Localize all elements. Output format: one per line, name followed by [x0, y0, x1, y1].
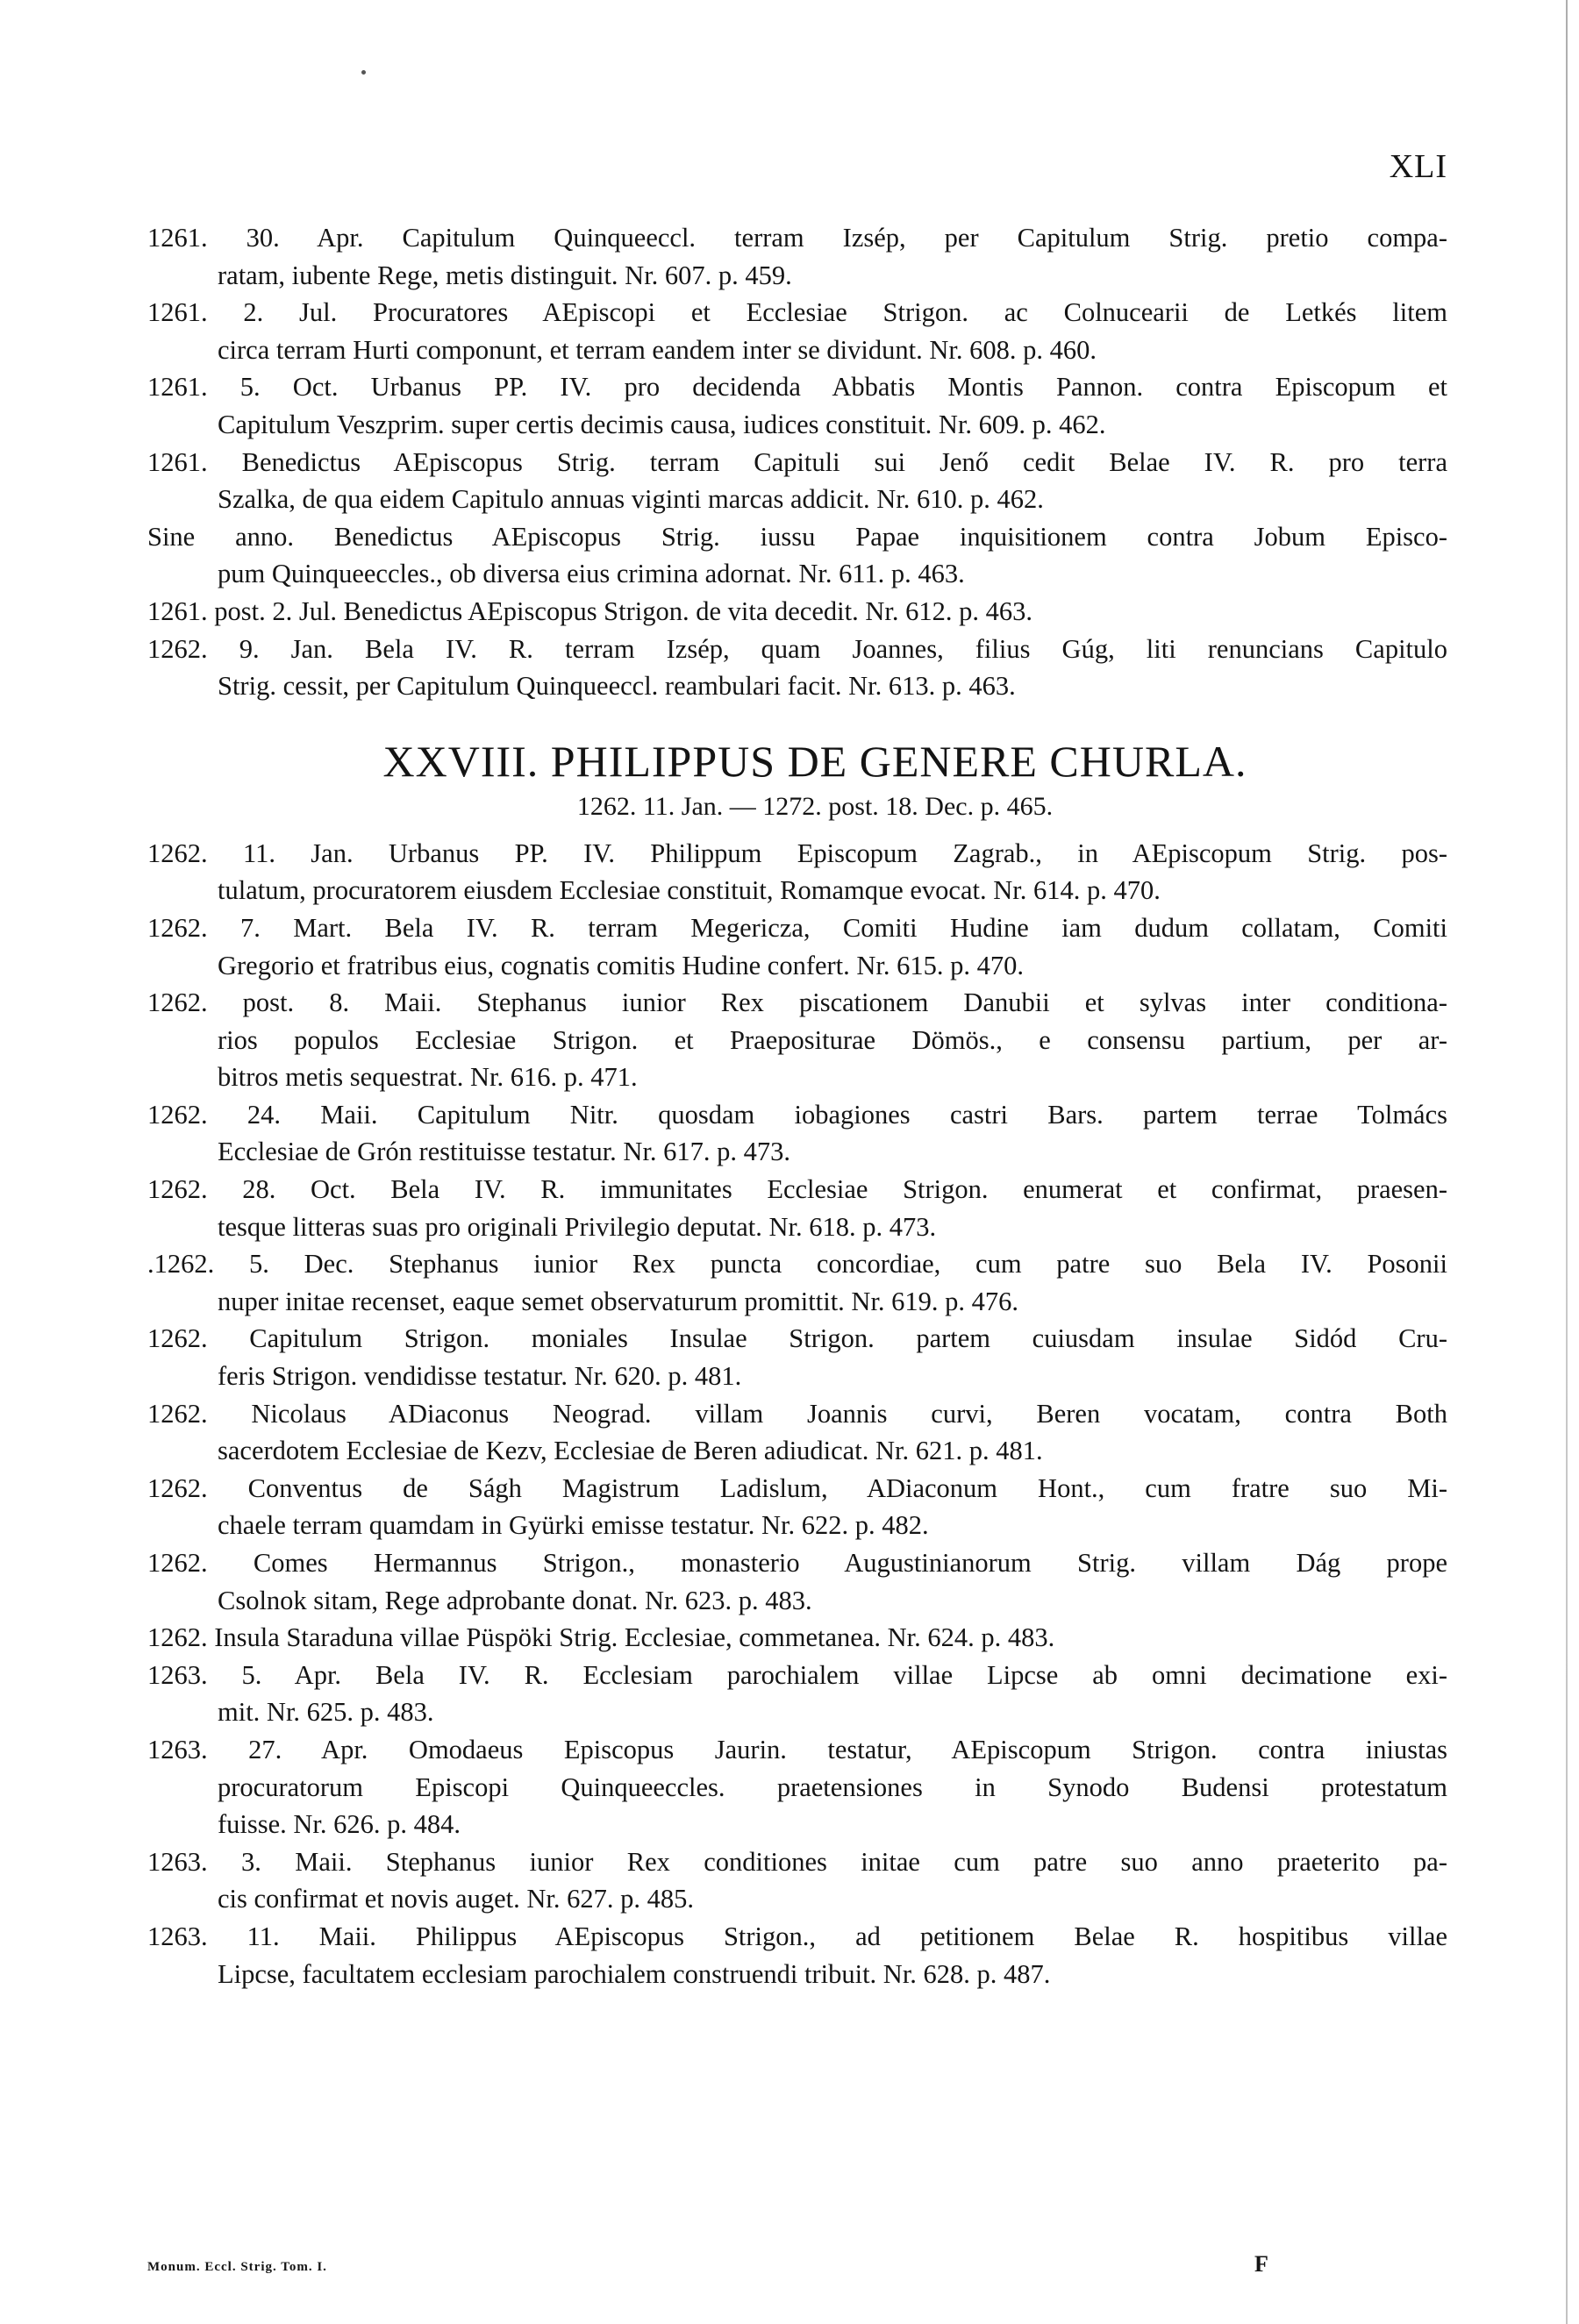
- entry-line: Sine anno. Benedictus AEpiscopus Strig. iussu Papae inquisitionem contra Jobum Episco-: [147, 521, 1447, 552]
- entries-container: [147, 219, 1447, 1993]
- section-heading: [147, 735, 1447, 826]
- calendar-entry: [147, 518, 1447, 593]
- entry-line: Capitulum Veszprim. super certis decimis causa, iudices constituit. Nr. 609. p. 462.: [218, 409, 1106, 439]
- entry-line: chaele terram quamdam in Gyürki emisse testatur. Nr. 622. p. 482.: [218, 1510, 929, 1541]
- entry-line: 1261. post. 2. Jul. Benedictus AEpiscopus Strigon. de vita decedit. Nr. 612. p. 463.: [147, 595, 1032, 626]
- calendar-entry: [147, 631, 1447, 705]
- section-dates: 1262. 11. Jan. — 1272. post. 18. Dec. p. 465.: [576, 791, 1054, 821]
- entry-line: fuisse. Nr. 626. p. 484.: [218, 1809, 461, 1840]
- entry-line: tulatum, procuratorem eiusdem Ecclesiae constituit, Romamque evocat. Nr. 614. p. 470.: [218, 875, 1161, 906]
- calendar-entry: [147, 1918, 1447, 1993]
- calendar-entry: [147, 294, 1447, 368]
- entry-line: 1262. 28. Oct. Bela IV. R. immunitates Ecclesiae Strigon. enumerat et confirmat, praesen-: [147, 1174, 1447, 1205]
- entry-line: 1263. 27. Apr. Omodaeus Episcopus Jaurin. testatur, AEpiscopum Strigon. contra iniustas: [147, 1734, 1447, 1764]
- entry-line: 1262. Comes Hermannus Strigon., monasterio Augustinianorum Strig. villam Dág prope: [147, 1548, 1447, 1578]
- section-title: XXVIII. PHILIPPUS DE GENERE CHURLA.: [382, 736, 1247, 786]
- calendar-entry: [147, 1619, 1447, 1657]
- entry-line: .1262. 5. Dec. Stephanus iunior Rex puncta concordiae, cum patre suo Bela IV. Posonii: [147, 1249, 1447, 1280]
- entry-line: Strig. cessit, per Capitulum Quinqueeccl. reambulari facit. Nr. 613. p. 463.: [218, 671, 1016, 702]
- entry-line: pum Quinqueeccles., ob diversa eius crimina adornat. Nr. 611. p. 463.: [218, 559, 965, 589]
- entry-line: 1263. 3. Maii. Stephanus iunior Rex conditiones initae cum patre suo anno praeterito pa-: [147, 1846, 1447, 1877]
- entry-line: Lipcse, facultatem ecclesiam parochialem construendi tribuit. Nr. 628. p. 487.: [218, 1958, 1051, 1989]
- entry-line: mit. Nr. 625. p. 483.: [218, 1697, 434, 1728]
- entry-line: 1262. post. 8. Maii. Stephanus iunior Rex piscationem Danubii et sylvas inter conditiona-: [147, 987, 1447, 1018]
- calendar-entry: [147, 1096, 1447, 1171]
- entry-line: sacerdotem Ecclesiae de Kezv, Ecclesiae de Beren adiudicat. Nr. 621. p. 481.: [218, 1436, 1043, 1466]
- entry-line: Szalka, de qua eidem Capitulo annuas viginti marcas addicit. Nr. 610. p. 462.: [218, 484, 1044, 515]
- calendar-entry: [147, 1171, 1447, 1245]
- page-edge-line: [1566, 0, 1568, 2324]
- page-number: XLI: [1389, 148, 1447, 185]
- calendar-entry: [147, 1843, 1447, 1918]
- calendar-entry: [147, 593, 1447, 631]
- calendar-entry: [147, 368, 1447, 443]
- entry-line: tesque litteras suas pro originali Privilegio deputat. Nr. 618. p. 473.: [218, 1211, 937, 1242]
- entry-line: bitros metis sequestrat. Nr. 616. p. 471.: [218, 1062, 638, 1093]
- calendar-entry: [147, 219, 1447, 294]
- entry-line: 1261. 30. Apr. Capitulum Quinqueeccl. terram Izsép, per Capitulum Strig. pretio compa-: [147, 223, 1447, 253]
- entry-line: ratam, iubente Rege, metis distinguit. Nr. 607. p. 459.: [218, 260, 792, 290]
- entry-line: 1262. Conventus de Ságh Magistrum Ladislum, ADiaconum Hont., cum fratre suo Mi-: [147, 1472, 1447, 1503]
- calendar-entry: [147, 444, 1447, 518]
- entry-line: 1262. 7. Mart. Bela IV. R. terram Megericza, Comiti Hudine iam dudum collatam, Comiti: [147, 912, 1447, 943]
- speck-mark: [361, 70, 366, 75]
- entry-line: 1261. 5. Oct. Urbanus PP. IV. pro decidenda Abbatis Montis Pannon. contra Episcopum et: [147, 372, 1447, 403]
- entry-line: Ecclesiae de Grón restituisse testatur. Nr. 617. p. 473.: [218, 1137, 791, 1167]
- calendar-entry: [147, 984, 1447, 1096]
- entry-line: 1263. 11. Maii. Philippus AEpiscopus Strigon., ad petitionem Belae R. hospitibus villae: [147, 1921, 1447, 1951]
- entry-line: 1261. Benedictus AEpiscopus Strig. terram Capituli sui Jenő cedit Belae IV. R. pro terra: [147, 446, 1447, 477]
- calendar-entry: [147, 1395, 1447, 1470]
- entry-line: 1262. 9. Jan. Bela IV. R. terram Izsép, quam Joannes, filius Gúg, liti renuncians Capitulo: [147, 633, 1447, 664]
- calendar-entry: [147, 1470, 1447, 1544]
- entry-line: 1262. Nicolaus ADiaconus Neograd. villam Joannis curvi, Beren vocatam, contra Both: [147, 1398, 1447, 1429]
- entry-line: 1263. 5. Apr. Bela IV. R. Ecclesiam parochialem villae Lipcse ab omni decimatione exi-: [147, 1659, 1447, 1690]
- entry-line: Csolnok sitam, Rege adprobante donat. Nr. 623. p. 483.: [218, 1585, 812, 1615]
- entry-line: 1262. 24. Maii. Capitulum Nitr. quosdam iobagiones castri Bars. partem terrae Tolmács: [147, 1099, 1447, 1130]
- entry-line: 1262. Capitulum Strigon. moniales Insulae Strigon. partem cuiusdam insulae Sidód Cru-: [147, 1323, 1447, 1354]
- entry-line: cis confirmat et novis auget. Nr. 627. p. 485.: [218, 1884, 694, 1914]
- calendar-entry: [147, 909, 1447, 984]
- entries-before-section: [147, 219, 1447, 705]
- footer-signature: Monum. Eccl. Strig. Tom. I.: [147, 2260, 327, 2274]
- calendar-entry: [147, 835, 1447, 909]
- entry-line: circa terram Hurti componunt, et terram eandem inter se dividunt. Nr. 608. p. 460.: [218, 334, 1097, 365]
- entries-after-section: [147, 835, 1447, 1993]
- entry-line: nuper initae recenset, eaque semet observaturum promittit. Nr. 619. p. 476.: [218, 1286, 1019, 1316]
- entry-line: procuratorum Episcopi Quinqueeccles. praetensiones in Synodo Budensi protestatum: [218, 1772, 1447, 1802]
- entry-line: 1262. 11. Jan. Urbanus PP. IV. Philippum Episcopum Zagrab., in AEpiscopum Strig. pos-: [147, 838, 1447, 868]
- entry-line: Gregorio et fratribus eius, cognatis comitis Hudine confert. Nr. 615. p. 470.: [218, 950, 1025, 980]
- footer-sheet-mark: F: [1254, 2251, 1268, 2277]
- entry-line: feris Strigon. vendidisse testatur. Nr. 620. p. 481.: [218, 1361, 742, 1392]
- calendar-entry: [147, 1320, 1447, 1394]
- calendar-entry: [147, 1245, 1447, 1320]
- entry-line: rios populos Ecclesiae Strigon. et Praepositurae Dömös., e consensu partium, per ar-: [218, 1024, 1447, 1055]
- calendar-entry: [147, 1731, 1447, 1843]
- entry-line: 1261. 2. Jul. Procuratores AEpiscopi et Ecclesiae Strigon. ac Colnucearii de Letkés litem: [147, 297, 1447, 328]
- calendar-entry: [147, 1544, 1447, 1619]
- entry-line: 1262. Insula Staraduna villae Püspöki Strig. Ecclesiae, commetanea. Nr. 624. p. 483.: [147, 1622, 1055, 1653]
- calendar-entry: [147, 1657, 1447, 1731]
